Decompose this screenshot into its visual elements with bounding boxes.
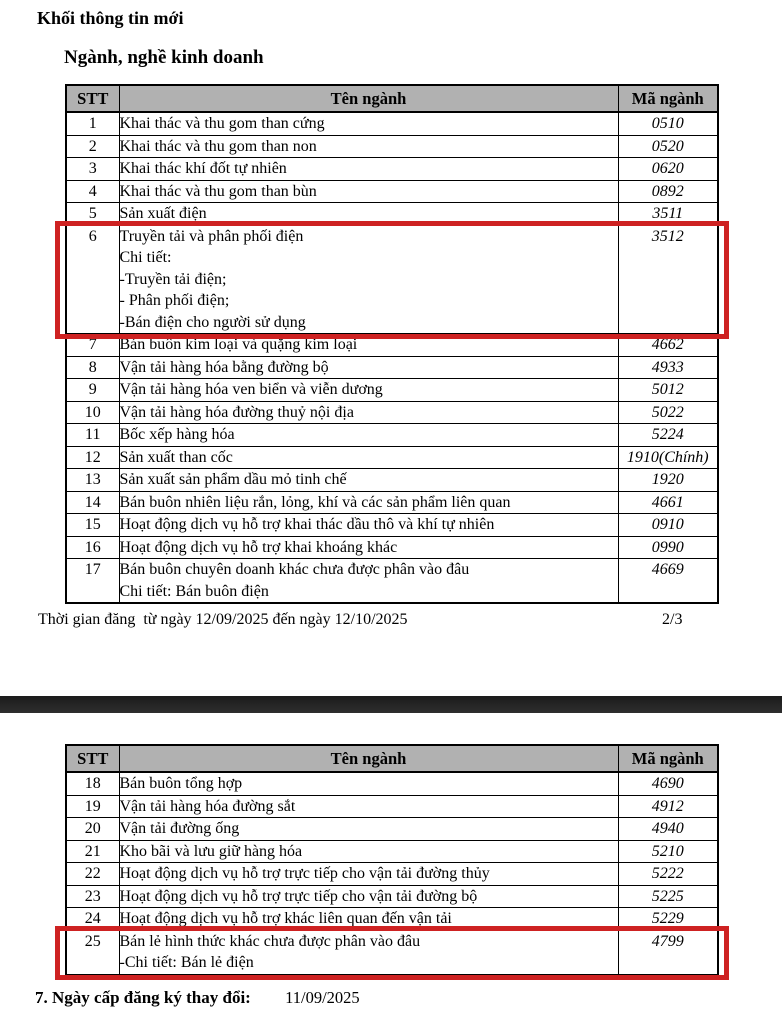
row-industry-code: 5022 [618, 401, 718, 424]
row-industry-name: Vận tải hàng hóa đường thuỷ nội địa [119, 401, 618, 424]
row-stt: 8 [66, 356, 119, 379]
row-industry-name: Vận tải hàng hóa đường sắt [119, 795, 618, 818]
row-industry-detail: Chi tiết: [119, 249, 172, 266]
row-stt: 18 [66, 772, 119, 795]
row-stt: 6 [66, 225, 119, 334]
row-industry-name: Bán buôn chuyên doanh khác chưa được phân vào đâu Chi tiết: Bán buôn điện [119, 559, 618, 604]
row-stt: 15 [66, 514, 119, 537]
row-industry-detail: - Phân phối điện; [119, 292, 230, 309]
row-stt: 4 [66, 180, 119, 203]
col-header-name: Tên ngành [119, 85, 618, 112]
table-row [66, 908, 718, 931]
row-stt: 2 [66, 135, 119, 158]
row-industry-code: 5225 [618, 885, 718, 908]
row-industry-code: 3511 [618, 203, 718, 226]
table-row [66, 446, 718, 469]
row-industry-name: Bốc xếp hàng hóa [119, 424, 618, 447]
table-row [66, 491, 718, 514]
row-stt: 3 [66, 158, 119, 181]
row-industry-detail: -Bán điện cho người sử dụng [119, 313, 306, 331]
row-industry-code: 4669 [618, 559, 718, 604]
row-industry-detail: -Truyền tải điện; [119, 270, 227, 288]
industry-table-page-3 [65, 744, 719, 976]
section-title: Ngành, nghề kinh doanh [64, 47, 264, 68]
row-industry-code: 3512 [618, 225, 718, 334]
row-industry-name: Hoạt động dịch vụ hỗ trợ khai thác dầu thô và khí tự nhiên [119, 514, 618, 537]
row-industry-name: Truyền tải và phân phối điện Chi tiết: -Truyền tải điện; - Phân phối điện; -Bán điện cho người sử dụng [119, 225, 618, 334]
publish-period-text: Thời gian đăng từ ngày 12/09/2025 đến ngày 12/10/2025 [38, 611, 408, 628]
row-stt: 10 [66, 401, 119, 424]
row-industry-code: 4661 [618, 491, 718, 514]
row-industry-code: 1920 [618, 469, 718, 492]
row-industry-code: 4662 [618, 334, 718, 357]
row-industry-name: Bán buôn nhiên liệu rắn, lỏng, khí và các sản phẩm liên quan [119, 491, 618, 514]
row-industry-code: 5229 [618, 908, 718, 931]
row-industry-name: Vận tải hàng hóa ven biển và viễn dương [119, 379, 618, 402]
col-header-stt: STT [66, 85, 119, 112]
table-row [66, 863, 718, 886]
row-industry-code: 4940 [618, 818, 718, 841]
row-industry-code: 0620 [618, 158, 718, 181]
row-industry-name: Vận tải đường ống [119, 818, 618, 841]
row-industry-code: 0892 [618, 180, 718, 203]
table-row [66, 225, 718, 334]
row-stt: 9 [66, 379, 119, 402]
row-industry-name: Sản xuất than cốc [119, 446, 618, 469]
row-industry-name: Bán lẻ hình thức khác chưa được phân vào đâu -Chi tiết: Bán lẻ điện [119, 930, 618, 975]
table-row [66, 334, 718, 357]
change-date-value: 11/09/2025 [285, 988, 360, 1007]
row-industry-code: 5012 [618, 379, 718, 402]
row-industry-name: Hoạt động dịch vụ hỗ trợ trực tiếp cho vận tải đường thủy [119, 863, 618, 886]
row-industry-code: 5210 [618, 840, 718, 863]
row-stt: 25 [66, 930, 119, 975]
table-row [66, 536, 718, 559]
col-header-code: Mã ngành [618, 85, 718, 112]
table-row [66, 559, 718, 604]
row-industry-name: Bán buôn kim loại và quặng kim loại [119, 334, 618, 357]
row-industry-code: 0510 [618, 112, 718, 135]
row-industry-detail: Chi tiết: Bán buôn điện [119, 582, 269, 600]
row-stt: 1 [66, 112, 119, 135]
row-stt: 22 [66, 863, 119, 886]
row-stt: 24 [66, 908, 119, 931]
row-industry-code: 5224 [618, 424, 718, 447]
row-industry-name: Khai thác và thu gom than bùn [119, 180, 618, 203]
row-industry-name: Hoạt động dịch vụ hỗ trợ khai khoáng khác [119, 536, 618, 559]
table-row [66, 840, 718, 863]
row-stt: 23 [66, 885, 119, 908]
row-industry-name: Vận tải hàng hóa bằng đường bộ [119, 356, 618, 379]
row-industry-name: Kho bãi và lưu giữ hàng hóa [119, 840, 618, 863]
table-row [66, 112, 718, 135]
table-row [66, 514, 718, 537]
table-row [66, 135, 718, 158]
table-row [66, 401, 718, 424]
col-header-stt: STT [66, 745, 119, 772]
row-industry-name: Khai thác và thu gom than cứng [119, 112, 618, 135]
col-header-code: Mã ngành [618, 745, 718, 772]
table-row [66, 885, 718, 908]
row-stt: 14 [66, 491, 119, 514]
table-row [66, 772, 718, 795]
row-industry-detail: -Chi tiết: Bán lẻ điện [119, 954, 254, 971]
row-stt: 16 [66, 536, 119, 559]
table-row [66, 356, 718, 379]
row-industry-name: Hoạt động dịch vụ hỗ trợ trực tiếp cho vận tải đường bộ [119, 885, 618, 908]
row-industry-code: 5222 [618, 863, 718, 886]
col-header-name: Tên ngành [119, 745, 618, 772]
row-stt: 5 [66, 203, 119, 226]
row-stt: 11 [66, 424, 119, 447]
table-row [66, 930, 718, 975]
pdf-page-separator [0, 696, 782, 713]
industry-table-page-2 [65, 84, 719, 604]
page-number: 2/3 [662, 611, 683, 628]
change-date-line [35, 988, 360, 1008]
row-industry-name: Hoạt động dịch vụ hỗ trợ khác liên quan đến vận tải [119, 908, 618, 931]
row-industry-name: Sản xuất sản phẩm dầu mỏ tinh chế [119, 469, 618, 492]
table-row [66, 158, 718, 181]
row-industry-name: Bán buôn tổng hợp [119, 772, 618, 795]
row-industry-code: 4912 [618, 795, 718, 818]
table-header-row [66, 745, 718, 772]
table-row [66, 818, 718, 841]
table-row [66, 203, 718, 226]
row-industry-name: Khai thác khí đốt tự nhiên [119, 158, 618, 181]
row-industry-code: 0910 [618, 514, 718, 537]
row-stt: 21 [66, 840, 119, 863]
change-date-label: 7. Ngày cấp đăng ký thay đổi: [35, 988, 251, 1007]
row-industry-code: 0990 [618, 536, 718, 559]
row-industry-name: Sản xuất điện [119, 203, 618, 226]
row-stt: 19 [66, 795, 119, 818]
row-industry-code: 1910(Chính) [618, 446, 718, 469]
row-stt: 17 [66, 559, 119, 604]
row-industry-name: Khai thác và thu gom than non [119, 135, 618, 158]
document-title: Khối thông tin mới [37, 8, 184, 28]
row-stt: 20 [66, 818, 119, 841]
table-header-row [66, 85, 718, 112]
table-row [66, 795, 718, 818]
row-stt: 12 [66, 446, 119, 469]
table-row [66, 379, 718, 402]
row-stt: 13 [66, 469, 119, 492]
row-stt: 7 [66, 334, 119, 357]
row-industry-code: 4690 [618, 772, 718, 795]
table-row [66, 424, 718, 447]
row-industry-code: 4933 [618, 356, 718, 379]
table-row [66, 469, 718, 492]
row-industry-code: 4799 [618, 930, 718, 975]
row-industry-code: 0520 [618, 135, 718, 158]
table-row [66, 180, 718, 203]
